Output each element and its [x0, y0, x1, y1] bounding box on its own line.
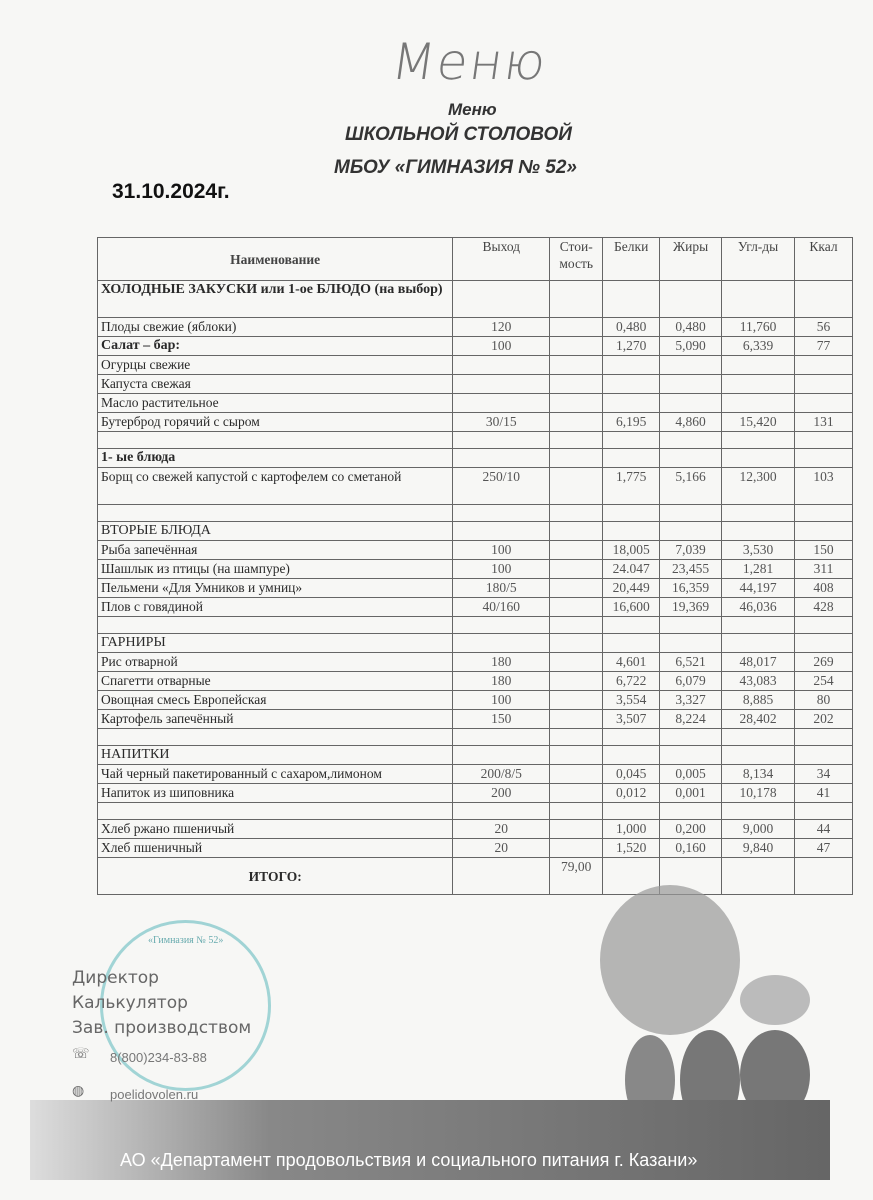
table-row [98, 560, 853, 579]
cell-value: 28,402 [722, 710, 795, 729]
cell-value [603, 729, 660, 746]
menu-title: Меню [448, 100, 497, 119]
cell-value: 80 [795, 691, 853, 710]
handwritten-title: Меню [387, 33, 552, 91]
cell-value [660, 356, 722, 375]
cell-value [453, 729, 550, 746]
cell-value [722, 522, 795, 541]
cell-value: 16,359 [660, 579, 722, 598]
dish-name: Спагетти отварные [98, 672, 453, 691]
cell-value: 100 [453, 691, 550, 710]
cell-value [722, 281, 795, 318]
cell-value: 150 [453, 710, 550, 729]
column-header: Жиры [660, 238, 722, 281]
cell-value [550, 432, 603, 449]
cell-value: 79,00 [550, 858, 603, 895]
cell-value [603, 281, 660, 318]
cell-value [550, 634, 603, 653]
cell-value [453, 746, 550, 765]
menu-table [97, 237, 853, 895]
dish-name: Напиток из шиповника [98, 784, 453, 803]
table-row [98, 394, 853, 413]
cell-value [550, 765, 603, 784]
cell-value [550, 522, 603, 541]
cell-value: 44,197 [722, 579, 795, 598]
cell-value [722, 803, 795, 820]
cell-value [660, 803, 722, 820]
cell-value: 24.047 [603, 560, 660, 579]
cell-value: 23,455 [660, 560, 722, 579]
dish-name: Огурцы свежие [98, 356, 453, 375]
cell-value: 0,480 [660, 318, 722, 337]
cell-value [722, 394, 795, 413]
cell-value [550, 617, 603, 634]
cell-value [603, 432, 660, 449]
cell-value: 0,005 [660, 765, 722, 784]
cell-value [660, 449, 722, 468]
dish-name: ВТОРЫЕ БЛЮДА [98, 522, 453, 541]
cell-value [550, 337, 603, 356]
cell-value [722, 375, 795, 394]
cell-value [453, 281, 550, 318]
cell-value: 30/15 [453, 413, 550, 432]
cell-value: 3,554 [603, 691, 660, 710]
cell-value [603, 634, 660, 653]
cell-value: 20,449 [603, 579, 660, 598]
cell-value [795, 617, 853, 634]
cell-value [722, 432, 795, 449]
cell-value [603, 394, 660, 413]
table-row [98, 522, 853, 541]
dish-name: ГАРНИРЫ [98, 634, 453, 653]
cell-value: 311 [795, 560, 853, 579]
cell-value: 254 [795, 672, 853, 691]
cell-value: 180/5 [453, 579, 550, 598]
dish-name: Бутерброд горячий с сыром [98, 413, 453, 432]
table-row [98, 634, 853, 653]
cell-value: 16,600 [603, 598, 660, 617]
cell-value: 0,045 [603, 765, 660, 784]
cell-value [550, 803, 603, 820]
cell-value: 3,327 [660, 691, 722, 710]
dish-name: Салат – бар: [98, 337, 453, 356]
cell-value [795, 394, 853, 413]
dish-name: НАПИТКИ [98, 746, 453, 765]
cell-value: 0,160 [660, 839, 722, 858]
dish-name: Масло растительное [98, 394, 453, 413]
cell-value: 250/10 [453, 468, 550, 505]
cell-value [550, 839, 603, 858]
cell-value [660, 617, 722, 634]
cell-value: 3,507 [603, 710, 660, 729]
table-row [98, 375, 853, 394]
cell-value [550, 505, 603, 522]
dish-name: Картофель запечённый [98, 710, 453, 729]
cell-value: 1,000 [603, 820, 660, 839]
cell-value [795, 803, 853, 820]
menu-date: 31.10.2024г. [112, 180, 230, 203]
footer-company: АО «Департамент продовольствия и социального питания г. Казани» [120, 1150, 698, 1170]
table-row [98, 579, 853, 598]
cell-value [603, 356, 660, 375]
website: poelidovolen.ru [110, 1087, 199, 1102]
cell-value: 8,134 [722, 765, 795, 784]
cell-value: 408 [795, 579, 853, 598]
cell-value [550, 784, 603, 803]
cell-value [453, 522, 550, 541]
cell-value [550, 449, 603, 468]
cell-value [660, 746, 722, 765]
cell-value [603, 746, 660, 765]
cell-value [660, 281, 722, 318]
cell-value [550, 356, 603, 375]
cell-value [722, 746, 795, 765]
cell-value: 20 [453, 839, 550, 858]
cell-value [722, 617, 795, 634]
director-label: Директор [72, 968, 159, 988]
menu-subtitle: ШКОЛЬНОЙ СТОЛОВОЙ [345, 124, 572, 145]
cell-value: 150 [795, 541, 853, 560]
table-row [98, 691, 853, 710]
cell-value: 0,200 [660, 820, 722, 839]
calculator-label: Калькулятор [72, 993, 188, 1013]
table-row [98, 413, 853, 432]
table-row [98, 765, 853, 784]
dish-name: ХОЛОДНЫЕ ЗАКУСКИ или 1-ое БЛЮДО (на выбор) [98, 281, 453, 318]
table-row [98, 803, 853, 820]
cell-value [453, 858, 550, 895]
cell-value [453, 394, 550, 413]
cell-value: 6,195 [603, 413, 660, 432]
dish-name: Хлеб пшеничный [98, 839, 453, 858]
cell-value: 5,090 [660, 337, 722, 356]
cell-value [795, 449, 853, 468]
column-header: Угл-ды [722, 238, 795, 281]
dish-name: Хлеб ржано пшеничый [98, 820, 453, 839]
dish-name: Плоды свежие (яблоки) [98, 318, 453, 337]
cell-value [453, 449, 550, 468]
table-row [98, 449, 853, 468]
cell-value: 120 [453, 318, 550, 337]
cell-value [550, 729, 603, 746]
cell-value [603, 505, 660, 522]
dish-name: Рис отварной [98, 653, 453, 672]
cell-value: 6,079 [660, 672, 722, 691]
table-row [98, 653, 853, 672]
dish-name: Плов с говядиной [98, 598, 453, 617]
dish-name [98, 803, 453, 820]
cell-value: 47 [795, 839, 853, 858]
cell-value: 428 [795, 598, 853, 617]
cell-value: 0,012 [603, 784, 660, 803]
cell-value: 1,775 [603, 468, 660, 505]
cell-value: 100 [453, 337, 550, 356]
dish-name: Капуста свежая [98, 375, 453, 394]
cell-value [550, 413, 603, 432]
table-row [98, 820, 853, 839]
dish-name: Борщ со свежей капустой с картофелем со сметаной [98, 468, 453, 505]
cell-value: 10,178 [722, 784, 795, 803]
dish-name: Шашлык из птицы (на шампуре) [98, 560, 453, 579]
cell-value: 56 [795, 318, 853, 337]
cell-value [453, 634, 550, 653]
cell-value: 103 [795, 468, 853, 505]
table-row [98, 318, 853, 337]
cell-value [795, 432, 853, 449]
cell-value [550, 375, 603, 394]
globe-icon: ◍ [72, 1083, 85, 1099]
cell-value [550, 653, 603, 672]
cell-value [795, 729, 853, 746]
column-header: Стои-мость [550, 238, 603, 281]
table-row [98, 784, 853, 803]
column-header: Белки [603, 238, 660, 281]
cell-value [603, 449, 660, 468]
dish-name: ИТОГО: [98, 858, 453, 895]
cell-value: 7,039 [660, 541, 722, 560]
cell-value [550, 710, 603, 729]
dish-name [98, 432, 453, 449]
dish-name [98, 505, 453, 522]
cell-value: 1,270 [603, 337, 660, 356]
stamp-text: «Гимназия № 52» [148, 935, 224, 946]
cell-value [550, 318, 603, 337]
cell-value [550, 468, 603, 505]
cell-value: 4,860 [660, 413, 722, 432]
column-header: Наименование [98, 238, 453, 281]
cell-value: 12,300 [722, 468, 795, 505]
table-row [98, 541, 853, 560]
cell-value [722, 729, 795, 746]
cell-value: 0,480 [603, 318, 660, 337]
table-row [98, 468, 853, 505]
cell-value [453, 356, 550, 375]
table-row [98, 598, 853, 617]
dish-name: Пельмени «Для Умников и умниц» [98, 579, 453, 598]
cell-value [722, 634, 795, 653]
dish-name: Овощная смесь Европейская [98, 691, 453, 710]
cell-value [453, 375, 550, 394]
cell-value [550, 672, 603, 691]
cell-value [660, 375, 722, 394]
cell-value: 200/8/5 [453, 765, 550, 784]
column-header: Выход [453, 238, 550, 281]
cell-value [550, 598, 603, 617]
table-row [98, 356, 853, 375]
cell-value [550, 691, 603, 710]
cell-value: 15,420 [722, 413, 795, 432]
cell-value: 43,083 [722, 672, 795, 691]
dish-name: 1- ые блюда [98, 449, 453, 468]
production-label: Зав. производством [72, 1018, 252, 1038]
dish-name [98, 729, 453, 746]
cell-value: 5,166 [660, 468, 722, 505]
cell-value: 100 [453, 541, 550, 560]
table-row [98, 281, 853, 318]
cell-value [660, 505, 722, 522]
cell-value: 1,281 [722, 560, 795, 579]
cell-value: 0,001 [660, 784, 722, 803]
cell-value: 48,017 [722, 653, 795, 672]
cell-value: 20 [453, 820, 550, 839]
cell-value: 44 [795, 820, 853, 839]
cell-value [795, 634, 853, 653]
cell-value: 200 [453, 784, 550, 803]
cell-value [795, 356, 853, 375]
cell-value [453, 432, 550, 449]
cell-value [453, 803, 550, 820]
cell-value [603, 375, 660, 394]
cell-value [453, 505, 550, 522]
cell-value [660, 394, 722, 413]
table-row [98, 337, 853, 356]
cell-value [795, 522, 853, 541]
cell-value [722, 449, 795, 468]
cell-value: 100 [453, 560, 550, 579]
phone-icon: ☏ [72, 1046, 90, 1062]
cell-value: 269 [795, 653, 853, 672]
cell-value: 40/160 [453, 598, 550, 617]
cell-value [550, 541, 603, 560]
table-row [98, 505, 853, 522]
cell-value: 19,369 [660, 598, 722, 617]
cell-value [722, 356, 795, 375]
cell-value: 9,000 [722, 820, 795, 839]
cell-value: 4,601 [603, 653, 660, 672]
dish-name [98, 617, 453, 634]
cell-value [550, 579, 603, 598]
cell-value [550, 560, 603, 579]
cell-value: 18,005 [603, 541, 660, 560]
table-row [98, 672, 853, 691]
cell-value: 1,520 [603, 839, 660, 858]
cell-value: 9,840 [722, 839, 795, 858]
cell-value [660, 729, 722, 746]
table-row [98, 729, 853, 746]
cell-value: 34 [795, 765, 853, 784]
dish-name: Рыба запечённая [98, 541, 453, 560]
cell-value [603, 617, 660, 634]
table-row [98, 710, 853, 729]
cell-value [550, 746, 603, 765]
column-header: Ккал [795, 238, 853, 281]
school-name: МБОУ «ГИМНАЗИЯ № 52» [334, 157, 577, 178]
cell-value: 46,036 [722, 598, 795, 617]
cell-value: 6,722 [603, 672, 660, 691]
cell-value: 180 [453, 672, 550, 691]
cell-value [660, 432, 722, 449]
cell-value: 8,885 [722, 691, 795, 710]
cell-value: 6,521 [660, 653, 722, 672]
table-row [98, 432, 853, 449]
cell-value: 6,339 [722, 337, 795, 356]
cell-value: 8,224 [660, 710, 722, 729]
cell-value [795, 746, 853, 765]
cell-value: 41 [795, 784, 853, 803]
cell-value [453, 617, 550, 634]
cell-value [660, 522, 722, 541]
cell-value [722, 505, 795, 522]
table-row [98, 746, 853, 765]
cell-value: 11,760 [722, 318, 795, 337]
cell-value: 3,530 [722, 541, 795, 560]
cell-value [603, 803, 660, 820]
cell-value [795, 375, 853, 394]
table-row [98, 839, 853, 858]
cell-value [795, 505, 853, 522]
cell-value [660, 634, 722, 653]
cell-value [550, 281, 603, 318]
cell-value: 131 [795, 413, 853, 432]
cell-value [550, 394, 603, 413]
dish-name: Чай черный пакетированный с сахаром,лимоном [98, 765, 453, 784]
table-row [98, 617, 853, 634]
cell-value [795, 281, 853, 318]
phone-number: 8(800)234-83-88 [110, 1050, 207, 1065]
cell-value: 202 [795, 710, 853, 729]
cell-value: 77 [795, 337, 853, 356]
cell-value [550, 820, 603, 839]
cell-value: 180 [453, 653, 550, 672]
cell-value [603, 522, 660, 541]
